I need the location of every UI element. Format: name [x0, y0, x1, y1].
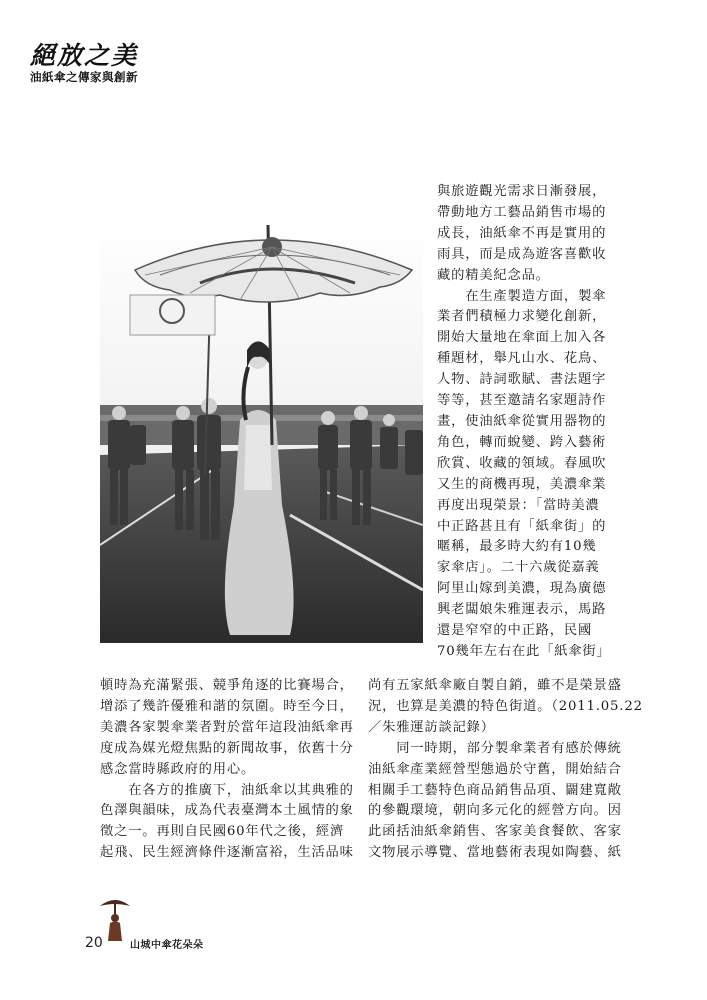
text-line: 再度出現榮景：「當時美濃: [437, 497, 600, 513]
text-line: 在各方的推廣下，油紙傘以其典雅的: [100, 782, 354, 798]
text-line: 70幾年左右在此「紙傘街」: [437, 643, 611, 659]
text-line: 業者們積極力求變化創新，: [437, 309, 607, 325]
text-line: 又生的商機再現，美濃傘業: [437, 476, 607, 492]
text-line: 此函括油紙傘銷售、客家美食餐飲、客家: [368, 824, 622, 840]
footer-label: 山城中傘花朵朵: [130, 940, 204, 951]
text-line: 頓時為充滿緊張、競爭角逐的比賽場合，: [100, 678, 354, 693]
text-line: 等等，甚至邀請名家題詩作: [437, 393, 607, 409]
text-line: 相關手工藝特色商品銷售品項、闢建寬敞: [368, 782, 622, 798]
text-line: 畫，使油紙傘從實用器物的: [437, 413, 607, 429]
text-line: 起飛、民生經濟條件逐漸富裕，生活品味: [100, 845, 354, 861]
text-line: 與旅遊觀光需求日漸發展，: [437, 184, 607, 199]
text-line: 美濃各家製傘業者對於當年這段油紙傘再: [100, 719, 354, 735]
text-line: 的參觀環境，朝向多元化的經營方向。因: [368, 803, 622, 819]
text-line: 藏的精美紀念品。: [437, 267, 550, 283]
right-column-bottom-text: [368, 676, 643, 864]
header-subtitle: 油紙傘之傳家與創新: [30, 70, 138, 84]
text-line: 開始大量地在傘面上加入各: [437, 330, 607, 346]
text-line: 增添了幾許優雅和諧的氛圍。時至今日，: [100, 698, 354, 714]
page-number: 20: [85, 935, 103, 951]
text-line: 家傘店」。二十六歲從嘉義: [437, 560, 600, 576]
text-line: 油紙傘產業經營型態過於守舊，開始結合: [368, 761, 622, 777]
text-line: 欣賞、收藏的領域。春風吹: [437, 455, 607, 471]
text-line: 文物展示導覽、當地藝術表現如陶藝、紙: [368, 845, 622, 861]
text-line: 還是窄窄的中正路，民國: [437, 623, 593, 639]
text-line: 成長，油紙傘不再是實用的: [437, 225, 607, 241]
text-line: 尚有五家紙傘廠自製自銷，雖不是榮景盛: [368, 678, 622, 693]
text-line: 種題材，舉凡山水、花鳥、: [437, 351, 607, 367]
left-column-bottom-text: [100, 676, 354, 864]
text-line: 徵之一。再則自民國60年代之後，經濟: [100, 824, 345, 840]
text-line: 度成為媒光燈焦點的新聞故事，依舊十分: [100, 740, 354, 756]
text-line: 阿里山嫁到美濃，現為廣德: [437, 581, 607, 597]
right-column-top-text: [437, 182, 611, 663]
text-line: 興老闆娘朱雅運表示，馬路: [437, 602, 607, 618]
text-line: 中正路甚且有「紙傘街」的: [437, 518, 607, 534]
text-line: 帶動地方工藝品銷售市場的: [437, 204, 607, 220]
text-line: ／朱雅運訪談記錄）: [368, 719, 495, 735]
text-line: 色澤與韻味，成為代表臺灣本土風情的象: [100, 803, 354, 819]
text-line: 同一時期，部分製傘業者有感於傳統: [368, 740, 622, 756]
umbrella-figure-icon: [98, 896, 132, 950]
text-line: 暱稱，最多時大約有10幾: [437, 539, 597, 555]
header-logo: [30, 42, 170, 90]
parade-photo: [100, 215, 423, 643]
text-line: 況，也算是美濃的特色街道。（2011.05.22: [368, 698, 643, 714]
text-line: 人物、詩詞歌賦、書法題字: [437, 372, 607, 388]
text-line: 在生產製造方面，製傘: [437, 288, 607, 304]
text-line: 雨具，而是成為遊客喜歡收: [437, 246, 607, 262]
text-line: 感念當時縣政府的用心。: [100, 761, 256, 777]
text-line: 角色，轉而蛻變、跨入藝術: [437, 434, 607, 450]
header-title: 絕放之美: [30, 41, 139, 70]
